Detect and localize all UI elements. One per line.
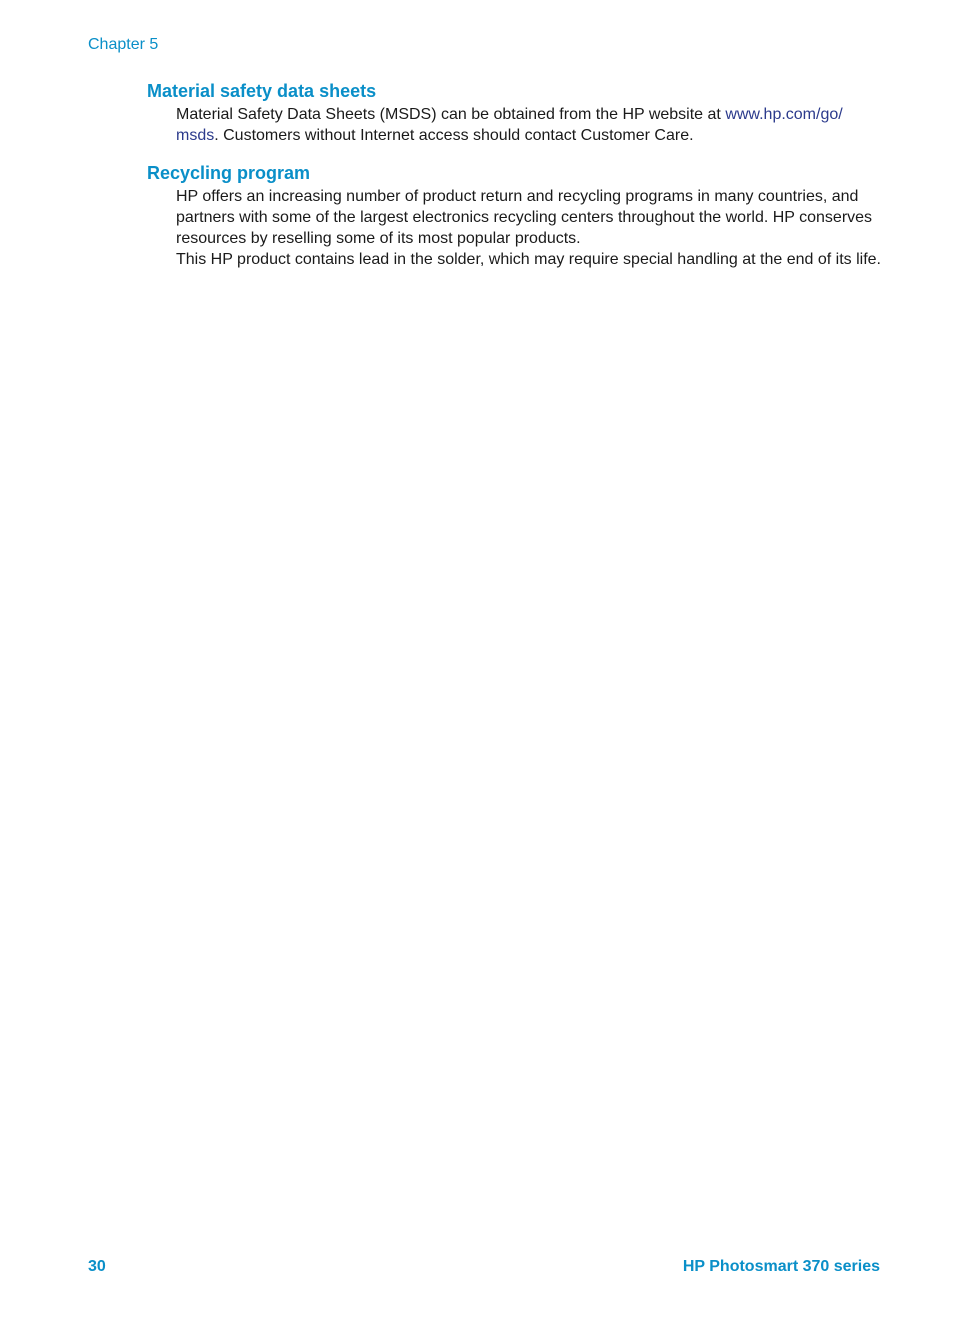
section-heading-msds: Material safety data sheets [147,81,377,101]
msds-link-part-2: msds [176,127,215,144]
recycling-paragraph-2: This HP product contains lead in the solder, which may require special handling at the end of its life. [176,251,881,268]
footer-page-number: 30 [88,1258,106,1275]
footer-product-title: HP Photosmart 370 series [682,1258,880,1275]
msds-link-part-1: www.hp.com/go/ [725,106,843,123]
running-header-chapter: Chapter 5 [88,36,159,53]
msds-paragraph [176,104,882,146]
msds-text-after-link: . Customers without Internet access should contact Customer Care. [214,127,694,144]
section-heading-recycling: Recycling program [147,163,311,183]
msds-text-before-link: Material Safety Data Sheets (MSDS) can be obtained from the HP website at [176,106,726,123]
recycling-paragraph-1: HP offers an increasing number of product return and recycling programs in many countries, and partners with some of the largest electronics recycling centers throughout the world. HP conserves resources by reselling some of its most popular products. [176,188,873,247]
section-recycling-program [147,163,882,270]
section-material-safety-data-sheets [147,81,882,146]
